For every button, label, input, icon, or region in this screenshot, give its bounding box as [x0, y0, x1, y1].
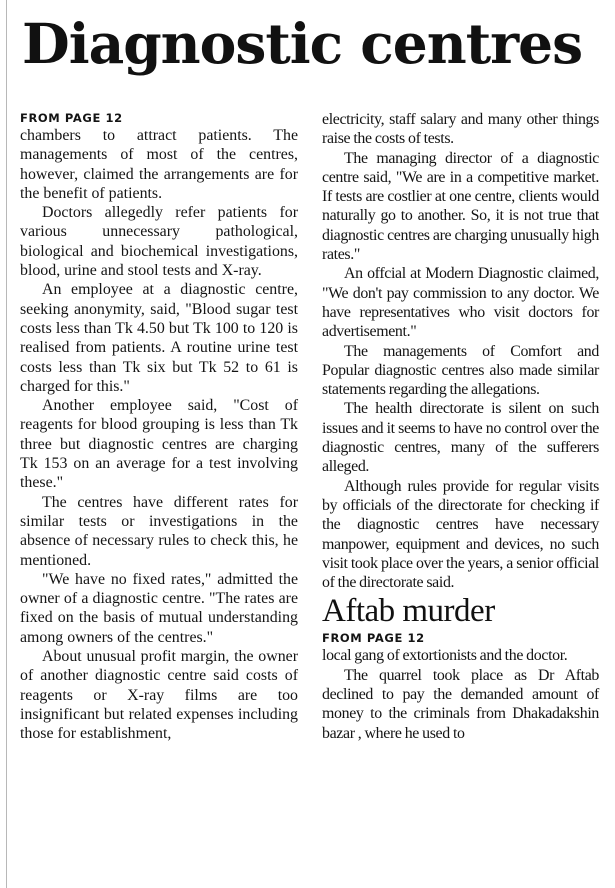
article-paragraph: "We have no fixed rates," admitted the owner of a diagnostic centre. "The rates are fixed on the basis of mutual understanding among owners of the centres.": [20, 570, 298, 646]
article-paragraph: The health directorate is silent on such issues and it seems to have no control over the diagnostic centres, many of the sufferers alleged.: [322, 400, 599, 476]
article-paragraph: Although rules provide for regular visits by officials of the directorate for checking if the diagnostic centres have necessary manpower, equipment and devices, no such visit took place over the years, a senior official of the directorate said.: [322, 477, 599, 592]
article-paragraph: The managements of Comfort and Popular diagnostic centres also made similar statements regarding the allegations.: [322, 342, 599, 399]
article-paragraph: The quarrel took place as Dr Aftab declined to pay the demanded amount of money to the criminals from Dhakadakshin bazar , where he used to: [322, 666, 599, 742]
article-paragraph: The managing director of a diagnostic centre said, "We are in a competitive market. If tests are costlier at one centre, clients would naturally go to another. So, it is not true that diagnostic centres are charging unusually high rates.": [322, 149, 599, 264]
left-column: [20, 110, 298, 744]
article-paragraph: local gang of extortionists and the doctor.: [322, 647, 568, 665]
column-rule: [6, 0, 7, 888]
continuation-kicker: FROM PAGE 12: [20, 111, 123, 125]
article-paragraph: electricity, staff salary and many other things raise the costs of tests.: [322, 111, 599, 148]
article-paragraph: An offcial at Modern Diagnostic claimed, "We don't pay commission to any doctor. We have representatives who visit doctors for advertisement.": [322, 265, 599, 341]
right-column: [322, 110, 599, 743]
main-headline: Diagnostic centres: [22, 11, 583, 76]
article-paragraph: chambers to attract patients. The managements of most of the centres, however, claimed the arrangements are for the benefit of patients.: [20, 127, 298, 202]
article-paragraph: Doctors allegedly refer patients for various unnecessary pathological, biological and biochemical investigations, blood, urine and stool tests and X-ray.: [20, 204, 298, 280]
article-paragraph: About unusual profit margin, the owner of another diagnostic centre said costs of reagents or X-ray films are too insignificant but related expenses including those for establishment,: [20, 648, 298, 743]
article-paragraph: The centres have different rates for similar tests or investigations in the absence of necessary rules to check this, he mentioned.: [20, 493, 298, 569]
second-story-kicker: FROM PAGE 12: [322, 631, 425, 646]
article-paragraph: An employee at a diagnostic centre, seeking anonymity, said, "Blood sugar test costs less than Tk 4.50 but Tk 100 to 120 is realised from patients. A routine urine test costs less than Tk six but Tk 52 to 61 is charged for this.": [20, 281, 298, 395]
second-story-headline: Aftab murder: [322, 593, 495, 630]
article-paragraph: Another employee said, "Cost of reagents for blood grouping is less than Tk three but diagnostic centres are charging Tk 153 on an average for a test involving these.": [20, 397, 298, 492]
